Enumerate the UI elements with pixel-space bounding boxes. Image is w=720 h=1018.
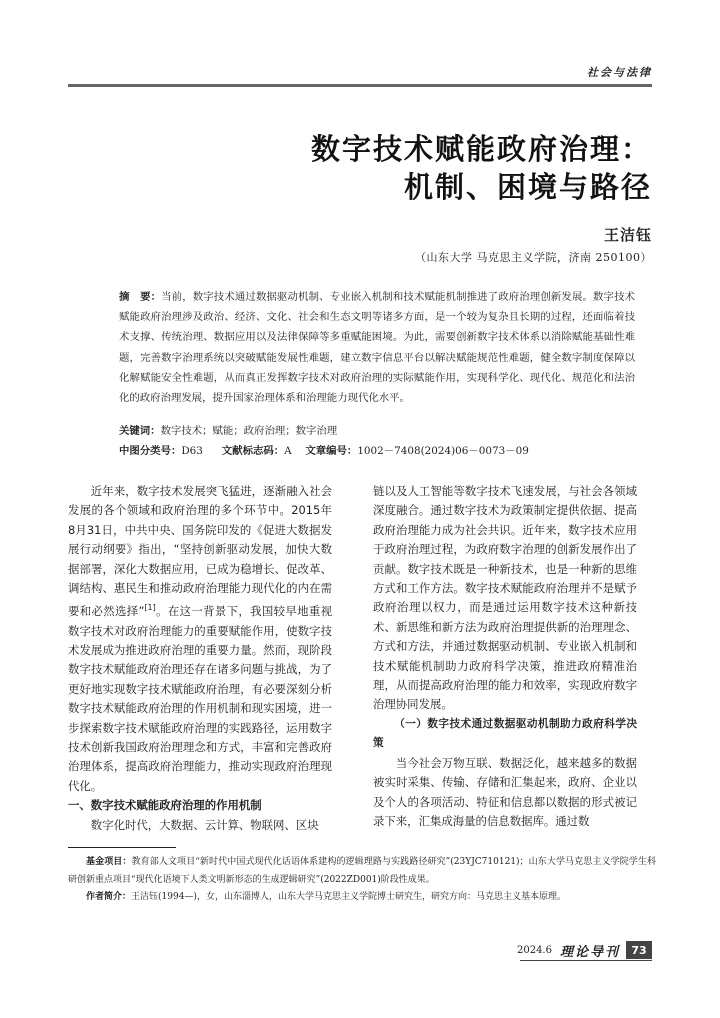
article-id-value: 1002－7408(2024)06－0073－09 <box>357 445 529 457</box>
keywords-label: 关键词： <box>119 425 161 437</box>
author-name: 王洁钰 <box>603 226 652 244</box>
body-text: 。在这一背景下，我国较早地重视数字技术对政府治理能力的重要赋能作用，使数字技术发展成为推进政府治理的重要力量。然而，现阶段数字技术赋能政府治理还存在诸多问题与挑战，为了更好地实现数字技术赋能政府治理，有必要深刻分析数字技术赋能政府治理的作用机制和现实困境，进一步探索数字技术赋能政府治理的实践路径，运用数字技术创新我国政府治理理念和方式，丰富和完善政府治理体系，提高政府治理能力，推动实现政府治理现代化。 <box>68 604 332 793</box>
title-line-1: 数字技术赋能政府治理： <box>310 132 652 166</box>
body-paragraph: 数字化时代，大数据、云计算、物联网、区块 <box>90 817 319 832</box>
article-title <box>311 130 652 206</box>
keywords-text: 数字技术；赋能；政府治理；数字治理 <box>160 425 338 437</box>
footnotes <box>68 854 656 907</box>
body-paragraph: 当今社会万物互联、数据泛化，越来越多的数据被实时采集、传输、存储和汇集起来，政府、企业以及个人的各项活动、特征和信息都以数据的形式被记录下来，汇集成海量的信息数据库。通过数 <box>373 755 637 828</box>
funding-note <box>68 854 656 889</box>
citation-ref: [1] <box>144 603 156 613</box>
section-heading: 一、数字技术赋能政府治理的作用机制 <box>68 798 262 813</box>
doc-code-label: 文献标志码： <box>221 445 285 457</box>
journal-name: 理论导刊 <box>559 944 620 960</box>
issue-number: 2024.6 <box>516 944 552 956</box>
top-rule <box>68 84 652 87</box>
footnote-rule <box>68 847 176 848</box>
body-column-right <box>373 482 637 831</box>
subsection-heading: （一）数字技术通过数据驱动机制助力政府科学决策 <box>373 717 637 750</box>
body-text: 近年来，数字技术发展突飞猛进，逐渐融入社会发展的各个领域和政府治理的多个环节中。2015年8月31日，中共中央、国务院印发的《促进大数据发展行动纲要》指出，“坚持创新驱动发展，加快大数据部署，深化大数据应用，已成为稳增长、促改革、调结构、惠民生和推动政府治理能力现代化的内在需要和必然选择” <box>68 484 332 619</box>
page-number: 73 <box>626 941 652 959</box>
doc-code-value: A <box>284 445 292 457</box>
funding-label: 基金项目： <box>86 857 132 867</box>
title-line-2: 机制、困境与路径 <box>403 170 652 204</box>
article-id-label: 文章编号： <box>305 445 358 457</box>
abstract-label: 摘 要： <box>119 291 162 303</box>
funding-text: 教育部人文项目“新时代中国式现代化话语体系建构的逻辑理路与实践路径研究”(23YJC710121)；山东大学马克思主义学院学生科研创新重点项目“现代化语境下人类文明新形态的生成逻辑研究”(2022ZD001)阶段性成果。 <box>68 857 656 885</box>
page-footer <box>517 941 652 959</box>
classification-line <box>119 442 639 457</box>
abstract-text: 当前，数字技术通过数据驱动机制、专业嵌入机制和技术赋能机制推进了政府治理创新发展。数字技术赋能政府治理涉及政治、经济、文化、社会和生态文明等诸多方面，是一个较为复杂且长期的过程，还面临着技术支撑、传统治理、数据应用以及法律保障等多重赋能困境。为此，需要创新数字技术体系以消除赋能基础性难题，完善数字治理系统以突破赋能发展性难题，建立数字信息平台以解决赋能规范性难题，健全数字制度保障以化解赋能安全性难题，从而真正发挥数字技术对政府治理的实际赋能作用，实现科学化、现代化、规范化和法治化的政府治理发展，提升国家治理体系和治理能力现代化水平。 <box>119 291 636 405</box>
author-affiliation: （山东大学 马克思主义学院，济南 250100） <box>415 251 652 264</box>
footer-rule <box>520 960 652 961</box>
author-bio-note <box>68 889 656 907</box>
body-paragraph <box>68 482 332 796</box>
clc-value: D63 <box>181 445 203 457</box>
author-bio-text: 王洁钰(1994—)，女，山东淄博人，山东大学马克思主义学院博士研究生，研究方向：马克思主义基本原理。 <box>131 892 566 903</box>
keywords <box>119 422 639 437</box>
section-label: 社会与法律 <box>587 66 652 79</box>
abstract <box>119 287 635 408</box>
clc-label: 中图分类号： <box>119 445 182 457</box>
body-column-left <box>68 482 332 835</box>
author-bio-label: 作者简介： <box>86 892 132 903</box>
body-paragraph: 链以及人工智能等数字技术飞速发展，与社会各领域深度融合。通过数字技术为政策制定提供依据、提高政府治理能力成为社会共识。近年来，数字技术应用于政府治理过程，为政府数字治理的创新发展作出了贡献。数字技术既是一种新技术，也是一种新的思维方式和工作方法。数字技术赋能政府治理并不是赋予政府治理以权力，而是通过运用数字技术这种新技术、新思维和新方法为政府治理提供新的治理理念、方式和方法，并通过数据驱动机制、专业嵌入机制和技术赋能机制助力政府科学决策，推进政府精准治理，从而提高政府治理的能力和效率，实现政府数字治理协同发展。 <box>373 484 637 712</box>
